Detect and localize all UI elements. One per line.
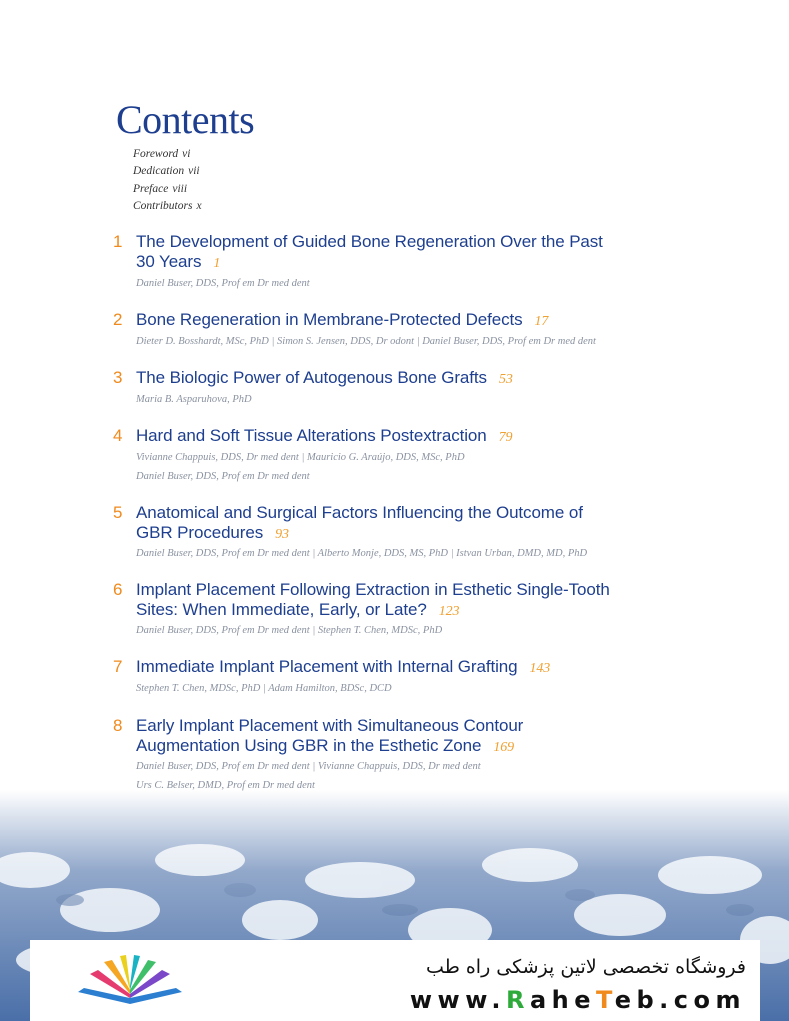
chapter-number: 4 bbox=[113, 426, 123, 445]
front-matter-item bbox=[133, 181, 202, 198]
chapter-number: 7 bbox=[113, 657, 123, 676]
author-line: Stephen T. Chen, MDSc, PhD | Adam Hamilton, BDSc, DCD bbox=[136, 683, 392, 694]
chapter-page: 169 bbox=[493, 740, 515, 755]
front-matter-page: x bbox=[196, 199, 202, 212]
chapter-title bbox=[136, 657, 696, 679]
store-url-link[interactable] bbox=[410, 986, 746, 1014]
chapter-page: 53 bbox=[498, 372, 513, 387]
author-line: Dieter D. Bosshardt, MSc, PhD | Simon S. Jensen, DDS, Dr odont | Daniel Buser, DDS, Prof em Dr med dent bbox=[136, 336, 596, 347]
url-part: R bbox=[505, 986, 530, 1014]
author-line: Daniel Buser, DDS, Prof em Dr med dent | Vivianne Chappuis, DDS, Dr med dent bbox=[136, 761, 481, 772]
chapter-title bbox=[136, 580, 696, 622]
chapter-title-line: Early Implant Placement with Simultaneous Contour bbox=[136, 716, 524, 735]
chapter-page: 143 bbox=[529, 661, 551, 676]
chapter-title-line: The Biologic Power of Autogenous Bone Grafts bbox=[136, 368, 487, 387]
chapter-authors bbox=[136, 679, 736, 698]
chapter-authors bbox=[136, 332, 736, 351]
chapter-page: 1 bbox=[213, 256, 221, 271]
chapter-authors bbox=[136, 757, 736, 795]
chapter-page: 79 bbox=[498, 430, 513, 445]
page-title: Contents bbox=[116, 97, 255, 142]
chapter-title-line: The Development of Guided Bone Regeneration Over the Past bbox=[136, 232, 603, 251]
chapter-authors bbox=[136, 621, 736, 640]
chapter-title-line: Implant Placement Following Extraction in Esthetic Single-Tooth bbox=[136, 580, 610, 599]
chapter-number: 6 bbox=[113, 580, 123, 599]
front-matter-page: viii bbox=[172, 182, 188, 195]
author-line: Daniel Buser, DDS, Prof em Dr med dent bbox=[136, 471, 310, 482]
chapter-title-line: Bone Regeneration in Membrane-Protected Defects bbox=[136, 310, 523, 329]
chapter-number: 3 bbox=[113, 368, 123, 387]
chapter-title bbox=[136, 503, 696, 545]
chapter-title-line: Anatomical and Surgical Factors Influencing the Outcome of bbox=[136, 503, 583, 522]
chapter-page: 17 bbox=[534, 314, 549, 329]
author-line: Maria B. Asparuhova, PhD bbox=[136, 394, 252, 405]
chapter-number: 8 bbox=[113, 716, 123, 735]
url-part: ahe bbox=[529, 986, 597, 1014]
chapter-authors bbox=[136, 544, 736, 563]
chapter-title-line: Hard and Soft Tissue Alterations Postextraction bbox=[136, 426, 487, 445]
author-line: Daniel Buser, DDS, Prof em Dr med dent | Alberto Monje, DDS, MS, PhD | Istvan Urban, DMD, MD, PhD bbox=[136, 548, 588, 559]
chapter-title-line: Augmentation Using GBR in the Esthetic Zone bbox=[136, 736, 482, 755]
chapter-authors bbox=[136, 390, 736, 409]
chapter-title-line: GBR Procedures bbox=[136, 523, 264, 542]
open-book-logo-icon bbox=[70, 954, 190, 1010]
chapter-title bbox=[136, 232, 696, 274]
chapter-title bbox=[136, 368, 696, 390]
author-line: Urs C. Belser, DMD, Prof em Dr med dent bbox=[136, 780, 315, 791]
front-matter-page: vii bbox=[188, 165, 200, 178]
chapter-title-line: Sites: When Immediate, Early, or Late? bbox=[136, 600, 427, 619]
url-part: T bbox=[596, 986, 615, 1014]
front-matter-label: Preface bbox=[133, 182, 169, 195]
url-part: eb.com bbox=[614, 986, 746, 1014]
front-matter-label: Dedication bbox=[133, 165, 185, 178]
chapter-page: 93 bbox=[275, 527, 289, 542]
author-line: Daniel Buser, DDS, Prof em Dr med dent | Stephen T. Chen, MDSc, PhD bbox=[136, 625, 443, 636]
store-banner[interactable] bbox=[30, 940, 760, 1021]
front-matter-list bbox=[133, 146, 202, 215]
chapter-authors bbox=[136, 274, 736, 293]
front-matter-label: Contributors bbox=[133, 199, 193, 212]
url-part: www. bbox=[409, 986, 506, 1014]
front-matter-page: vi bbox=[182, 148, 191, 160]
chapter-page: 123 bbox=[438, 604, 460, 619]
chapter-number: 1 bbox=[113, 232, 123, 251]
chapter-number: 5 bbox=[113, 503, 123, 522]
front-matter-item bbox=[133, 146, 202, 163]
chapter-title bbox=[136, 426, 696, 448]
front-matter-item bbox=[133, 163, 202, 180]
chapter-number: 2 bbox=[113, 310, 123, 329]
chapter-title bbox=[136, 310, 696, 332]
front-matter-item bbox=[133, 198, 202, 215]
chapter-title-line: 30 Years bbox=[136, 252, 202, 271]
chapter-authors bbox=[136, 448, 736, 486]
front-matter-label: Foreword bbox=[133, 148, 179, 160]
chapter-title-line: Immediate Implant Placement with Internal Grafting bbox=[136, 657, 518, 676]
chapter-title bbox=[136, 716, 696, 758]
author-line: Vivianne Chappuis, DDS, Dr med dent | Mauricio G. Araújo, DDS, MSc, PhD bbox=[136, 452, 465, 463]
store-name: فروشگاه تخصصی لاتین پزشکی راه طب bbox=[426, 956, 746, 978]
author-line: Daniel Buser, DDS, Prof em Dr med dent bbox=[136, 278, 310, 289]
